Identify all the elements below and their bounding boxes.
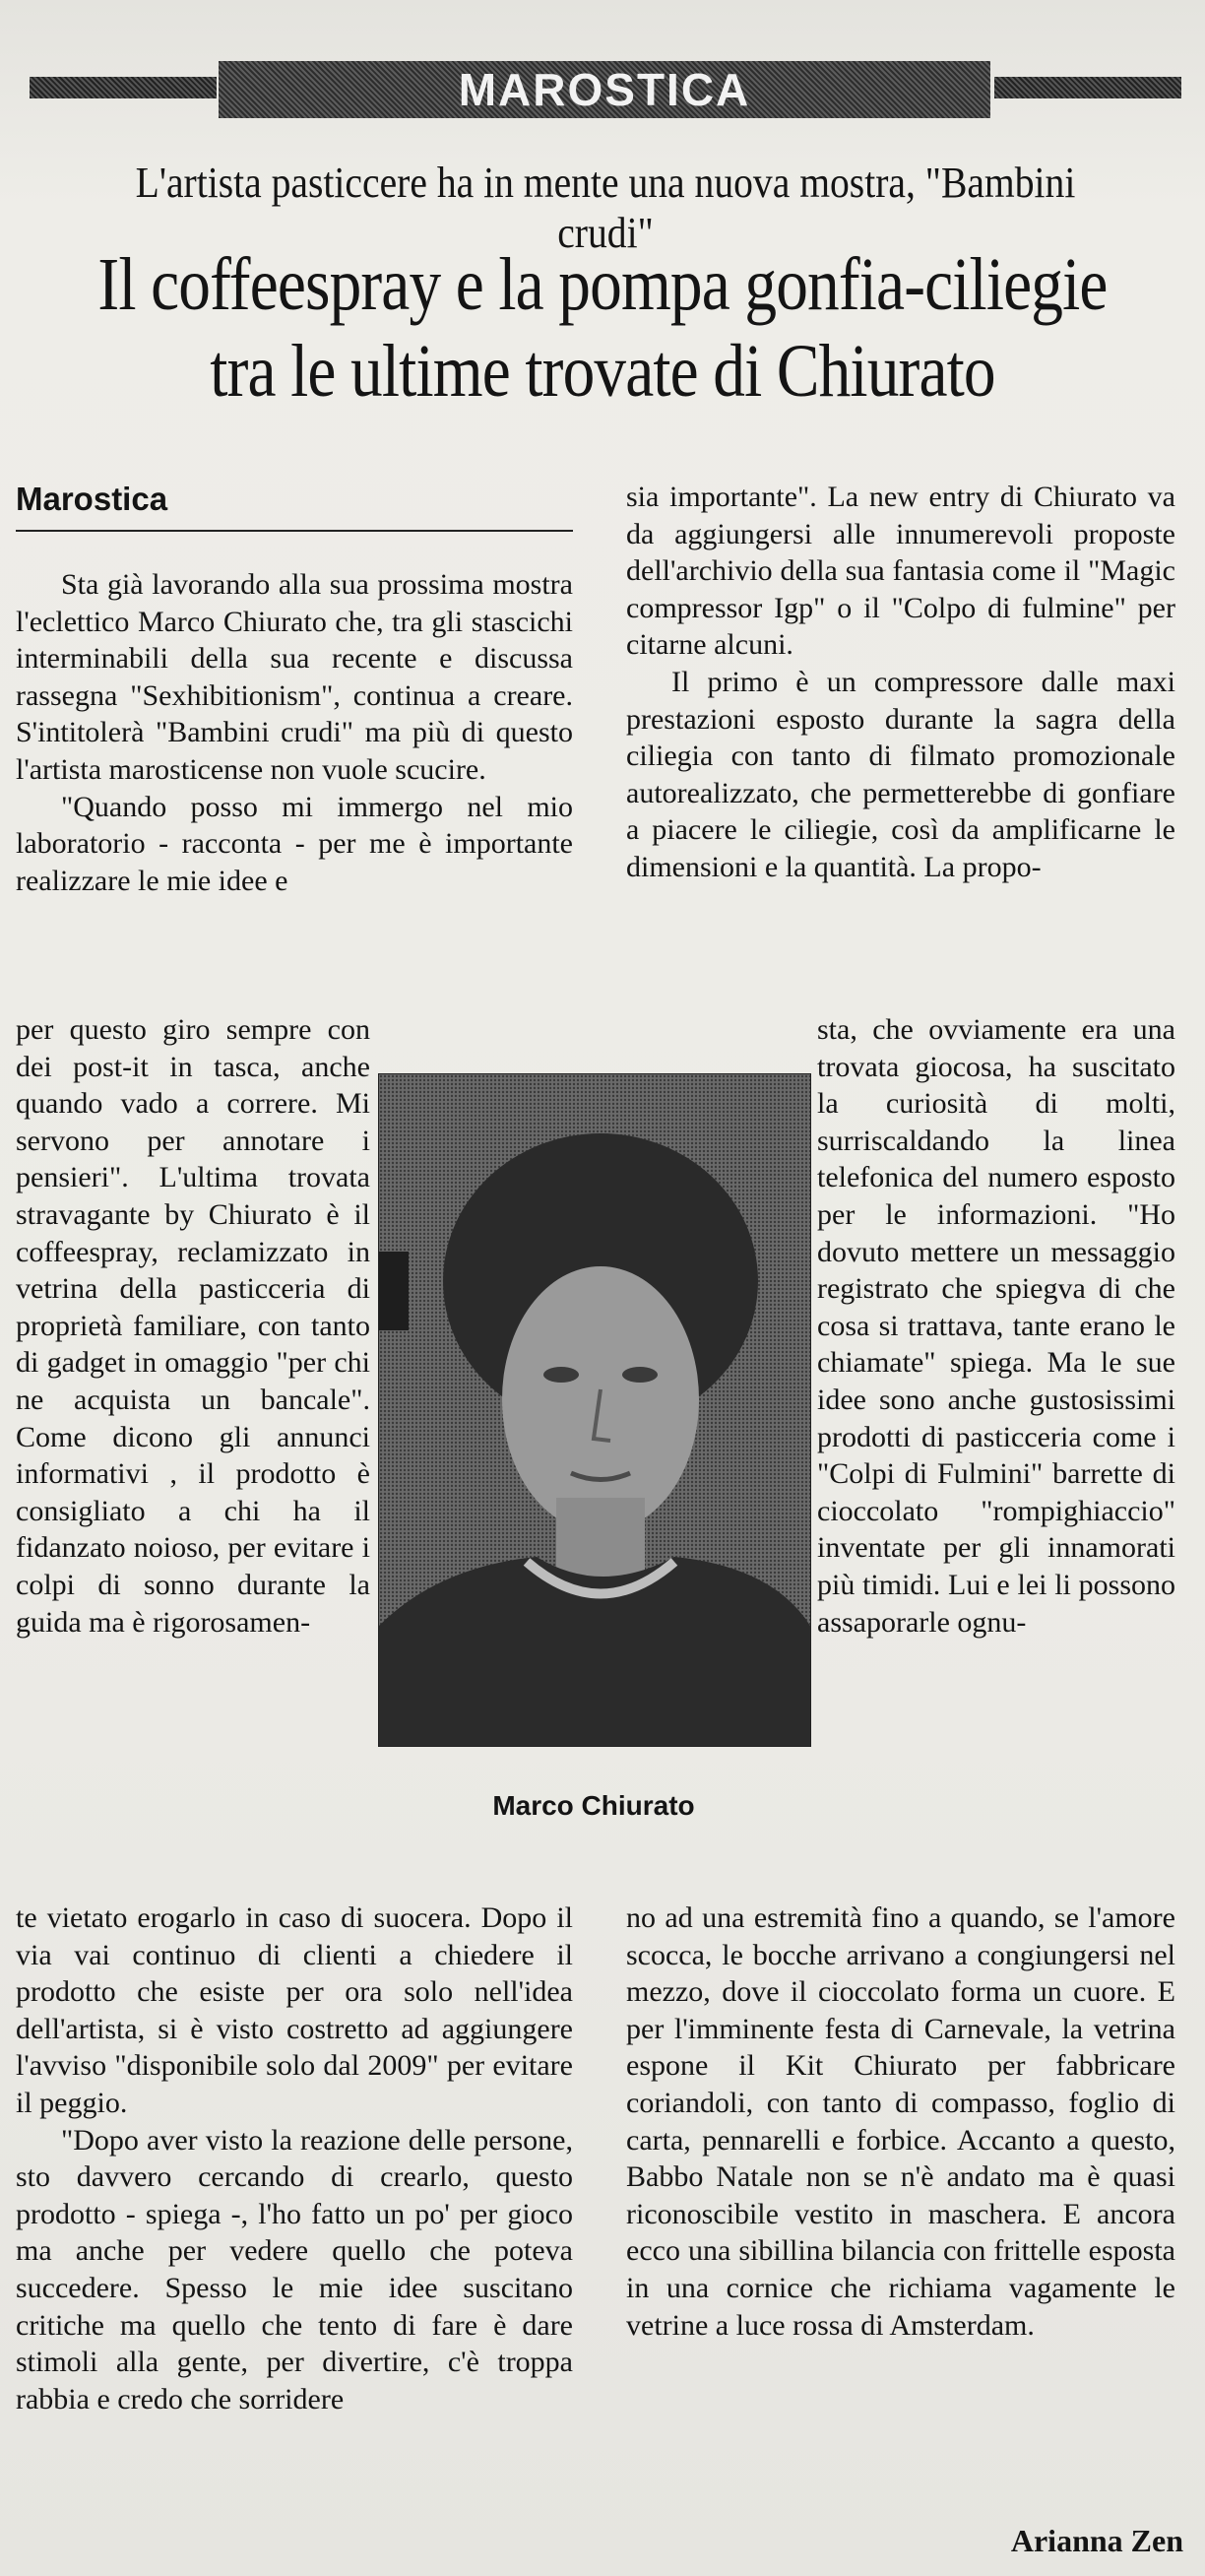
column-1-bottom bbox=[16, 1900, 573, 2417]
section-rule-left bbox=[30, 77, 217, 98]
column-2-top bbox=[626, 479, 1175, 886]
paragraph: te vietato erogarlo in caso di suocera. Dopo il via vai continuo di clienti a chiedere il prodotto che esiste per ora solo nell'idea dell'artista, si è visto costretto ad aggiungere l'avviso "disponibile solo dal 2009" per evitare il peggio. bbox=[16, 1901, 573, 2119]
dateline-rule bbox=[16, 530, 573, 532]
article-kicker: L'artista pasticcere ha in mente una nuova mostra, "Bambini crudi" bbox=[135, 159, 1076, 257]
column-2-wrap-text: sta, che ovviamente era una trovata giocosa, ha suscitato la curiosità di molti, surriscaldando la linea telefonica del numero esposto per le informazioni. "Ho dovuto mettere un messaggio registrato che spiegva di che cosa si trattava, tante erano le chiamate" spiega. Ma le sue idee sono anche gustosissimi prodotti di pasticceria come i "Colpi di Fulmini" barrette di cioccolato "rompighiaccio" inventate per gli innamorati più timidi. Lui e lei li possono assaporarle ognu- bbox=[817, 1013, 1175, 1639]
section-title: MAROSTICA bbox=[458, 64, 751, 115]
section-banner bbox=[219, 61, 990, 118]
paragraph: "Quando posso mi immergo nel mio laboratorio - racconta - per me è importante realizzare le mie idee e bbox=[16, 790, 573, 897]
portrait-illustration bbox=[379, 1074, 810, 1746]
headline-line-1: Il coffeespray e la pompa gonfia-ciliegie bbox=[97, 243, 1108, 326]
author-signature: Arianna Zen bbox=[1010, 2523, 1183, 2558]
section-rule-right bbox=[994, 77, 1181, 98]
headline-line-2: tra le ultime trovate di Chiurato bbox=[210, 330, 995, 413]
paragraph: sia importante". La new entry di Chiurato va da aggiungersi alle innumerevoli proposte dell'archivio della sua fantasia come il "Magic compressor Igp" o il "Colpo di fulmine" per citarne alcuni. bbox=[626, 481, 1175, 662]
paragraph: Sta già lavorando alla sua prossima mostra l'eclettico Marco Chiurato che, tra gli stascichi interminabili della sua recente e discussa rassegna "Sexhibitionism", continua a creare. S'intitolerà "Bambini crudi" ma più di questo l'artista marosticense non vuole scucire. bbox=[16, 568, 573, 786]
photo-caption: Marco Chiurato bbox=[492, 1790, 695, 1821]
paragraph: "Dopo aver visto la reazione delle persone, sto davvero cercando di crearlo, questo prodotto - spiega -, l'ho fatto un po' per gioco ma anche per vedere quello che poteva succedere. Spesso le mie idee suscitano critiche ma quello che tento di fare è dare stimoli alla gente, per divertire, c'è troppa rabbia e credo che sorridere bbox=[16, 2123, 573, 2415]
column-1-top bbox=[16, 566, 573, 899]
column-1-wrap-text: per questo giro sempre con dei post-it in tasca, anche quando vado a correre. Mi servono per annotare i pensieri". L'ultima trovata stravagante by Chiurato è il coffeespray, reclamizzato in vetrina della pasticceria di proprietà familiare, con tanto di gadget in omaggio "per chi ne acquista un bancale". Come dicono gli annunci informativi , il prodotto è consigliato a chi ha il fidanzato noioso, per evitare i colpi di sonno durante la guida ma è rigorosamen- bbox=[16, 1013, 370, 1639]
portrait-photo bbox=[378, 1073, 811, 1747]
column-2-bottom bbox=[626, 1900, 1175, 2344]
paragraph: Il primo è un compressore dalle maxi prestazioni esposto durante la sagra della ciliegia con tanto di filmato promozionale autorealizzato, che permetterebbe di gonfiare a piacere le ciliegie, così da amplificarne le dimensioni e la quantità. La propo- bbox=[626, 665, 1175, 883]
paragraph: no ad una estremità fino a quando, se l'amore scocca, le bocche arrivano a congiungersi nel mezzo, dove il cioccolato forma un cuore. E per l'imminente festa di Carnevale, la vetrina espone il Kit Chiurato per fabbricare coriandoli, con tanto di compasso, foglio di carta, pennarelli e forbice. Accanto a questo, Babbo Natale non se n'è andato ma è quasi riconoscibile vestito in maschera. E ancora ecco una sibillina bilancia con frittelle esposta in una cornice che richiama vagamente le vetrine a luce rossa di Amsterdam. bbox=[626, 1901, 1175, 2342]
article-headline bbox=[0, 241, 1205, 415]
dateline: Marostica bbox=[16, 481, 168, 517]
